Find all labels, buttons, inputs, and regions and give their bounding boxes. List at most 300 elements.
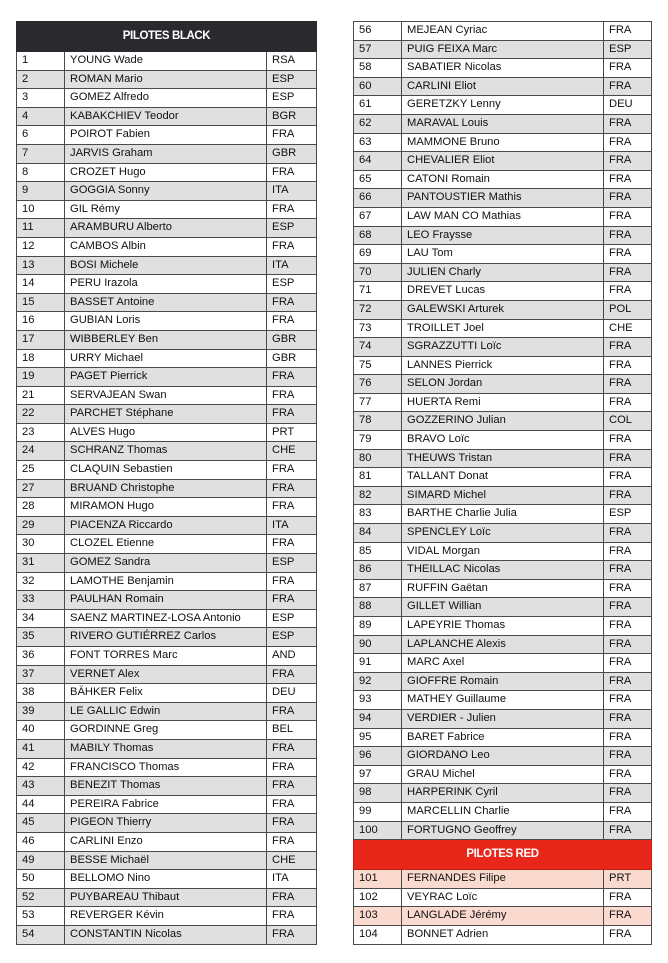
rider-name: GRAU Michel bbox=[402, 765, 604, 784]
rider-name: SABATIER Nicolas bbox=[402, 59, 604, 78]
nationality: FRA bbox=[267, 312, 317, 331]
nationality: FRA bbox=[267, 739, 317, 758]
table-row bbox=[354, 765, 652, 784]
nationality: FRA bbox=[604, 635, 652, 654]
rider-name: GOMEZ Sandra bbox=[65, 554, 267, 573]
table-row bbox=[354, 356, 652, 375]
bib-number: 3 bbox=[17, 89, 65, 108]
table-row bbox=[354, 870, 652, 889]
nationality: FRA bbox=[604, 654, 652, 673]
bib-number: 7 bbox=[17, 144, 65, 163]
table-row bbox=[17, 219, 317, 238]
nationality: ESP bbox=[267, 609, 317, 628]
nationality: FRA bbox=[604, 617, 652, 636]
rider-name: MABILY Thomas bbox=[65, 739, 267, 758]
rider-name: WIBBERLEY Ben bbox=[65, 330, 267, 349]
bib-number: 42 bbox=[17, 758, 65, 777]
table-row bbox=[354, 245, 652, 264]
rider-name: PUYBAREAU Thibaut bbox=[65, 888, 267, 907]
table-row bbox=[354, 59, 652, 78]
nationality: POL bbox=[604, 300, 652, 319]
nationality: FRA bbox=[604, 925, 652, 944]
rider-name: GIORDANO Leo bbox=[402, 747, 604, 766]
rider-name: LAPEYRIE Thomas bbox=[402, 617, 604, 636]
nationality: ITA bbox=[267, 870, 317, 889]
bib-number: 102 bbox=[354, 888, 402, 907]
table-row bbox=[354, 338, 652, 357]
bib-number: 10 bbox=[17, 200, 65, 219]
table-row bbox=[17, 126, 317, 145]
table-row bbox=[17, 591, 317, 610]
rider-name: LAW MAN CO Mathias bbox=[402, 207, 604, 226]
rider-name: MATHEY Guillaume bbox=[402, 691, 604, 710]
bib-number: 68 bbox=[354, 226, 402, 245]
nationality: FRA bbox=[604, 691, 652, 710]
nationality: FRA bbox=[604, 189, 652, 208]
bib-number: 86 bbox=[354, 561, 402, 580]
rider-name: BRAVO Loïc bbox=[402, 431, 604, 450]
rider-name: FERNANDES Filipe bbox=[402, 870, 604, 889]
rider-name: CROZET Hugo bbox=[65, 163, 267, 182]
rider-name: DREVET Lucas bbox=[402, 282, 604, 301]
bib-number: 33 bbox=[17, 591, 65, 610]
bib-number: 85 bbox=[354, 542, 402, 561]
table-row bbox=[354, 579, 652, 598]
nationality: ITA bbox=[267, 516, 317, 535]
bib-number: 65 bbox=[354, 170, 402, 189]
rider-name: MAMMONE Bruno bbox=[402, 133, 604, 152]
bib-number: 22 bbox=[17, 405, 65, 424]
bib-number: 62 bbox=[354, 114, 402, 133]
bib-number: 78 bbox=[354, 412, 402, 431]
table-row bbox=[354, 114, 652, 133]
table-row bbox=[354, 598, 652, 617]
nationality: FRA bbox=[604, 765, 652, 784]
rider-name: SCHRANZ Thomas bbox=[65, 442, 267, 461]
bib-number: 32 bbox=[17, 572, 65, 591]
table-row bbox=[354, 635, 652, 654]
nationality: FRA bbox=[267, 925, 317, 944]
bib-number: 98 bbox=[354, 784, 402, 803]
rider-name: SELON Jordan bbox=[402, 375, 604, 394]
nationality: ESP bbox=[267, 219, 317, 238]
rider-name: CLAQUIN Sebastien bbox=[65, 461, 267, 480]
table-row bbox=[354, 821, 652, 840]
rider-name: PIACENZA Riccardo bbox=[65, 516, 267, 535]
bib-number: 13 bbox=[17, 256, 65, 275]
nationality: FRA bbox=[267, 405, 317, 424]
rider-name: SPENCLEY Loïc bbox=[402, 524, 604, 543]
bib-number: 84 bbox=[354, 524, 402, 543]
nationality: FRA bbox=[267, 386, 317, 405]
bib-number: 41 bbox=[17, 739, 65, 758]
bib-number: 14 bbox=[17, 275, 65, 294]
bib-number: 17 bbox=[17, 330, 65, 349]
nationality: FRA bbox=[604, 888, 652, 907]
table-row bbox=[354, 152, 652, 171]
nationality: ESP bbox=[604, 505, 652, 524]
nationality: ESP bbox=[267, 628, 317, 647]
bib-number: 11 bbox=[17, 219, 65, 238]
bib-number: 16 bbox=[17, 312, 65, 331]
bib-number: 104 bbox=[354, 925, 402, 944]
table-row bbox=[17, 870, 317, 889]
table-row bbox=[17, 461, 317, 480]
rider-name: MARCELLIN Charlie bbox=[402, 802, 604, 821]
bib-number: 79 bbox=[354, 431, 402, 450]
bib-number: 52 bbox=[17, 888, 65, 907]
bib-number: 23 bbox=[17, 423, 65, 442]
pilotes-black-header: PILOTES BLACK bbox=[17, 22, 317, 52]
rider-name: SAENZ MARTINEZ-LOSA Antonio bbox=[65, 609, 267, 628]
bib-number: 97 bbox=[354, 765, 402, 784]
nationality: FRA bbox=[267, 293, 317, 312]
table-row bbox=[354, 431, 652, 450]
rider-name: ROMAN Mario bbox=[65, 70, 267, 89]
nationality: FRA bbox=[267, 795, 317, 814]
table-row bbox=[17, 739, 317, 758]
bib-number: 95 bbox=[354, 728, 402, 747]
rider-name: FONT TORRES Marc bbox=[65, 647, 267, 666]
table-row bbox=[354, 133, 652, 152]
nationality: FRA bbox=[604, 728, 652, 747]
bib-number: 15 bbox=[17, 293, 65, 312]
nationality: ESP bbox=[267, 89, 317, 108]
table-row bbox=[354, 22, 652, 41]
table-row bbox=[17, 628, 317, 647]
nationality: FRA bbox=[267, 163, 317, 182]
table-row bbox=[354, 728, 652, 747]
bib-number: 66 bbox=[354, 189, 402, 208]
table-row bbox=[354, 96, 652, 115]
nationality: FRA bbox=[267, 572, 317, 591]
bib-number: 71 bbox=[354, 282, 402, 301]
rider-name: KABAKCHIEV Teodor bbox=[65, 107, 267, 126]
table-row bbox=[17, 163, 317, 182]
nationality: FRA bbox=[267, 498, 317, 517]
bib-number: 93 bbox=[354, 691, 402, 710]
nationality: FRA bbox=[267, 368, 317, 387]
pilotes-black-continued-table bbox=[353, 21, 652, 945]
pilotes-red-header: PILOTES RED bbox=[354, 840, 652, 870]
nationality: ESP bbox=[267, 70, 317, 89]
nationality: FRA bbox=[604, 59, 652, 78]
bib-number: 91 bbox=[354, 654, 402, 673]
rider-name: BENEZIT Thomas bbox=[65, 777, 267, 796]
nationality: FRA bbox=[604, 784, 652, 803]
nationality: ITA bbox=[267, 182, 317, 201]
table-row bbox=[354, 375, 652, 394]
table-row bbox=[17, 721, 317, 740]
rider-name: TALLANT Donat bbox=[402, 468, 604, 487]
rider-name: HARPERINK Cyril bbox=[402, 784, 604, 803]
bib-number: 83 bbox=[354, 505, 402, 524]
bib-number: 54 bbox=[17, 925, 65, 944]
bib-number: 44 bbox=[17, 795, 65, 814]
bib-number: 61 bbox=[354, 96, 402, 115]
nationality: CHE bbox=[604, 319, 652, 338]
nationality: FRA bbox=[604, 114, 652, 133]
nationality: FRA bbox=[604, 152, 652, 171]
table-row bbox=[354, 468, 652, 487]
bib-number: 1 bbox=[17, 52, 65, 71]
bib-number: 49 bbox=[17, 851, 65, 870]
nationality: DEU bbox=[267, 684, 317, 703]
nationality: FRA bbox=[604, 709, 652, 728]
bib-number: 72 bbox=[354, 300, 402, 319]
bib-number: 64 bbox=[354, 152, 402, 171]
rider-name: CATONI Romain bbox=[402, 170, 604, 189]
nationality: FRA bbox=[604, 338, 652, 357]
rider-name: RIVERO GUTIÉRREZ Carlos bbox=[65, 628, 267, 647]
nationality: FRA bbox=[604, 207, 652, 226]
table-row bbox=[17, 758, 317, 777]
table-row bbox=[354, 170, 652, 189]
bib-number: 40 bbox=[17, 721, 65, 740]
table-row bbox=[354, 747, 652, 766]
rider-name: GOMEZ Alfredo bbox=[65, 89, 267, 108]
bib-number: 30 bbox=[17, 535, 65, 554]
nationality: PRT bbox=[267, 423, 317, 442]
bib-number: 96 bbox=[354, 747, 402, 766]
nationality: FRA bbox=[267, 665, 317, 684]
table-row bbox=[354, 505, 652, 524]
table-row bbox=[17, 200, 317, 219]
table-row bbox=[17, 330, 317, 349]
nationality: FRA bbox=[604, 747, 652, 766]
rider-name: BASSET Antoine bbox=[65, 293, 267, 312]
table-row bbox=[354, 40, 652, 59]
rider-name: HUERTA Remi bbox=[402, 393, 604, 412]
table-row bbox=[17, 293, 317, 312]
bib-number: 100 bbox=[354, 821, 402, 840]
bib-number: 50 bbox=[17, 870, 65, 889]
nationality: FRA bbox=[604, 263, 652, 282]
table-row bbox=[17, 275, 317, 294]
nationality: ESP bbox=[267, 554, 317, 573]
bib-number: 36 bbox=[17, 647, 65, 666]
bib-number: 24 bbox=[17, 442, 65, 461]
bib-number: 103 bbox=[354, 907, 402, 926]
bib-number: 2 bbox=[17, 70, 65, 89]
table-row bbox=[17, 479, 317, 498]
table-row bbox=[354, 561, 652, 580]
rider-name: JARVIS Graham bbox=[65, 144, 267, 163]
bib-number: 90 bbox=[354, 635, 402, 654]
rider-name: VEYRAC Loïc bbox=[402, 888, 604, 907]
nationality: COL bbox=[604, 412, 652, 431]
bib-number: 67 bbox=[354, 207, 402, 226]
nationality: BGR bbox=[267, 107, 317, 126]
table-row bbox=[354, 486, 652, 505]
table-row bbox=[17, 52, 317, 71]
bib-number: 43 bbox=[17, 777, 65, 796]
nationality: FRA bbox=[604, 77, 652, 96]
nationality: GBR bbox=[267, 330, 317, 349]
rider-name: BESSE Michaël bbox=[65, 851, 267, 870]
table-row bbox=[17, 647, 317, 666]
bib-number: 31 bbox=[17, 554, 65, 573]
bib-number: 80 bbox=[354, 449, 402, 468]
table-row bbox=[17, 609, 317, 628]
rider-name: POIROT Fabien bbox=[65, 126, 267, 145]
nationality: FRA bbox=[604, 226, 652, 245]
rider-name: LANNES Pierrick bbox=[402, 356, 604, 375]
rider-name: GUBIAN Loris bbox=[65, 312, 267, 331]
table-row bbox=[17, 498, 317, 517]
table-row bbox=[17, 256, 317, 275]
rider-name: RUFFIN Gaëtan bbox=[402, 579, 604, 598]
rider-name: SERVAJEAN Swan bbox=[65, 386, 267, 405]
rider-name: PIGEON Thierry bbox=[65, 814, 267, 833]
table-row bbox=[17, 405, 317, 424]
table-row bbox=[17, 684, 317, 703]
table-row bbox=[17, 554, 317, 573]
rider-name: MIRAMON Hugo bbox=[65, 498, 267, 517]
rider-name: THEILLAC Nicolas bbox=[402, 561, 604, 580]
rider-name: BELLOMO Nino bbox=[65, 870, 267, 889]
nationality: GBR bbox=[267, 144, 317, 163]
bib-number: 70 bbox=[354, 263, 402, 282]
bib-number: 29 bbox=[17, 516, 65, 535]
bib-number: 12 bbox=[17, 237, 65, 256]
table-row bbox=[354, 524, 652, 543]
rider-name: LE GALLIC Edwin bbox=[65, 702, 267, 721]
rider-name: CAMBOS Albin bbox=[65, 237, 267, 256]
nationality: FRA bbox=[267, 907, 317, 926]
rider-name: MARC Axel bbox=[402, 654, 604, 673]
nationality: ESP bbox=[604, 40, 652, 59]
nationality: FRA bbox=[604, 468, 652, 487]
table-row bbox=[17, 312, 317, 331]
nationality: FRA bbox=[604, 821, 652, 840]
table-row bbox=[354, 319, 652, 338]
rider-name: BARET Fabrice bbox=[402, 728, 604, 747]
rider-name: GOZZERINO Julian bbox=[402, 412, 604, 431]
rider-name: BONNET Adrien bbox=[402, 925, 604, 944]
nationality: DEU bbox=[604, 96, 652, 115]
rider-name: VERDIER - Julien bbox=[402, 709, 604, 728]
nationality: FRA bbox=[267, 535, 317, 554]
bib-number: 21 bbox=[17, 386, 65, 405]
bib-number: 45 bbox=[17, 814, 65, 833]
table-row bbox=[354, 300, 652, 319]
table-row bbox=[354, 77, 652, 96]
bib-number: 37 bbox=[17, 665, 65, 684]
rider-name: FORTUGNO Geoffrey bbox=[402, 821, 604, 840]
rider-name: CLOZEL Etienne bbox=[65, 535, 267, 554]
bib-number: 88 bbox=[354, 598, 402, 617]
table-row bbox=[354, 189, 652, 208]
rider-name: LEO Fraysse bbox=[402, 226, 604, 245]
rider-name: CHEVALIER Eliot bbox=[402, 152, 604, 171]
nationality: BEL bbox=[267, 721, 317, 740]
pilotes-black-table bbox=[16, 21, 317, 945]
table-row bbox=[354, 802, 652, 821]
bib-number: 76 bbox=[354, 375, 402, 394]
bib-number: 89 bbox=[354, 617, 402, 636]
rider-name: CARLINI Eliot bbox=[402, 77, 604, 96]
rider-name: CONSTANTIN Nicolas bbox=[65, 925, 267, 944]
nationality: FRA bbox=[267, 200, 317, 219]
rider-name: PANTOUSTIER Mathis bbox=[402, 189, 604, 208]
bib-number: 4 bbox=[17, 107, 65, 126]
table-row bbox=[354, 282, 652, 301]
rider-name: PARCHET Stéphane bbox=[65, 405, 267, 424]
table-row bbox=[17, 368, 317, 387]
rider-name: PAGET Pierrick bbox=[65, 368, 267, 387]
nationality: FRA bbox=[267, 461, 317, 480]
table-row bbox=[354, 393, 652, 412]
bib-number: 73 bbox=[354, 319, 402, 338]
nationality: FRA bbox=[267, 702, 317, 721]
table-row bbox=[354, 449, 652, 468]
nationality: AND bbox=[267, 647, 317, 666]
nationality: FRA bbox=[604, 393, 652, 412]
nationality: FRA bbox=[604, 672, 652, 691]
table-row bbox=[17, 349, 317, 368]
table-row bbox=[17, 516, 317, 535]
rider-name: GOGGIA Sonny bbox=[65, 182, 267, 201]
rider-name: VERNET Alex bbox=[65, 665, 267, 684]
bib-number: 28 bbox=[17, 498, 65, 517]
nationality: CHE bbox=[267, 442, 317, 461]
bib-number: 38 bbox=[17, 684, 65, 703]
rider-name: JULIEN Charly bbox=[402, 263, 604, 282]
rider-name: BOSI Michele bbox=[65, 256, 267, 275]
table-row bbox=[17, 237, 317, 256]
rider-name: BRUAND Christophe bbox=[65, 479, 267, 498]
rider-name: PEREIRA Fabrice bbox=[65, 795, 267, 814]
bib-number: 63 bbox=[354, 133, 402, 152]
table-row bbox=[354, 617, 652, 636]
rider-name: PERU Irazola bbox=[65, 275, 267, 294]
rider-name: CARLINI Enzo bbox=[65, 832, 267, 851]
table-row bbox=[17, 572, 317, 591]
nationality: FRA bbox=[604, 449, 652, 468]
nationality: FRA bbox=[604, 431, 652, 450]
rider-name: PUIG FEIXA Marc bbox=[402, 40, 604, 59]
nationality: FRA bbox=[267, 777, 317, 796]
rider-name: ALVES Hugo bbox=[65, 423, 267, 442]
rider-name: FRANCISCO Thomas bbox=[65, 758, 267, 777]
rider-name: LAMOTHE Benjamin bbox=[65, 572, 267, 591]
bib-number: 57 bbox=[354, 40, 402, 59]
table-row bbox=[17, 702, 317, 721]
nationality: FRA bbox=[267, 814, 317, 833]
table-row bbox=[354, 888, 652, 907]
rider-name: GORDINNE Greg bbox=[65, 721, 267, 740]
table-row bbox=[354, 784, 652, 803]
bib-number: 81 bbox=[354, 468, 402, 487]
table-row bbox=[354, 207, 652, 226]
nationality: FRA bbox=[604, 561, 652, 580]
table-row bbox=[17, 386, 317, 405]
table-row bbox=[17, 925, 317, 944]
bib-number: 19 bbox=[17, 368, 65, 387]
table-row bbox=[17, 535, 317, 554]
rider-name: YOUNG Wade bbox=[65, 52, 267, 71]
table-row bbox=[354, 226, 652, 245]
nationality: FRA bbox=[604, 170, 652, 189]
rider-name: THEUWS Tristan bbox=[402, 449, 604, 468]
rider-name: ARAMBURU Alberto bbox=[65, 219, 267, 238]
bib-number: 75 bbox=[354, 356, 402, 375]
bib-number: 53 bbox=[17, 907, 65, 926]
nationality: FRA bbox=[604, 598, 652, 617]
nationality: RSA bbox=[267, 52, 317, 71]
nationality: FRA bbox=[604, 542, 652, 561]
